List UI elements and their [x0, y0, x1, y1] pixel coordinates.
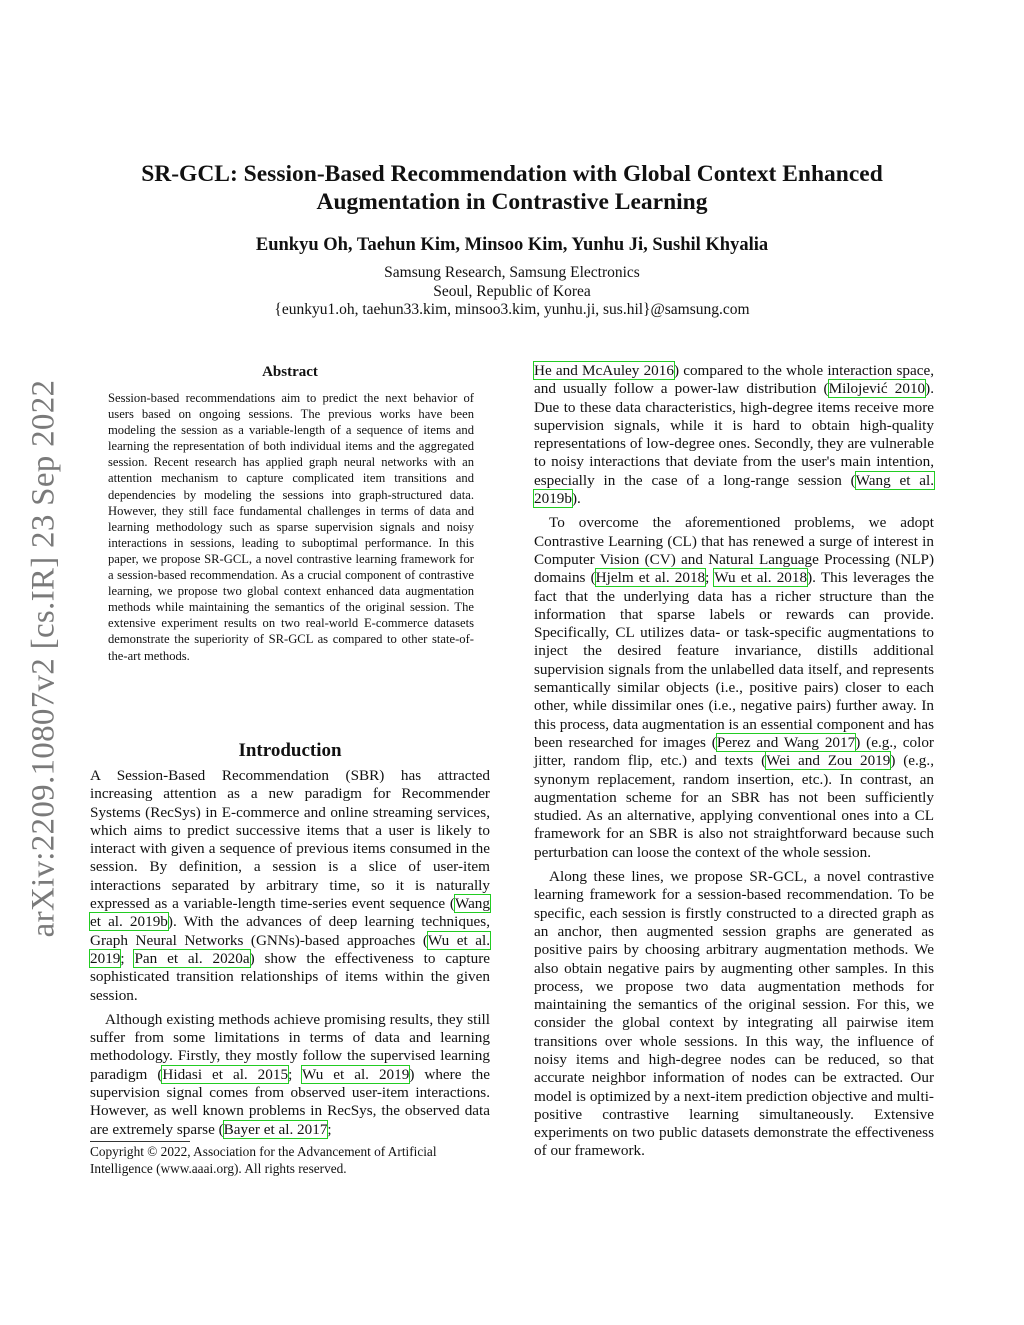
text-run: ). This leverages the fact that the underlying data has a richer structure than the information that sparse labels or rewards can provide. Specifically, CL utilizes data- or task-specific augmentations to inject the desired feature invariance, distills additional supervision signals from the unlabelled data itself, and represents semantically similar objects (i.e., positive pairs) closer to each other, while dissimilar ones (i.e., negative pairs) further away. In this process, data augmentation is an essential component and has been researched for images (: [534, 569, 934, 751]
footnote-rule: [90, 1141, 190, 1142]
paper-title: [80, 160, 944, 216]
affiliation: [80, 264, 944, 320]
text-run: ). Due to these data characteristics, high-degree items receive more supervision signals, while it is hard to obtain high-quality representations of low-degree ones. Secondly, they are vulnerable to noisy interactions that deviate from the user's main intention, especially in the case of a long-range session (: [534, 380, 934, 489]
text-run: Although existing methods achieve promising results, they still suffer from some limitations in terms of data and learning methodology. Firstly, they mostly follow the supervised learning paradigm (: [90, 1010, 490, 1083]
text-run: ;: [288, 1065, 302, 1083]
text-run: ).: [571, 490, 581, 508]
citation-link[interactable]: Wu et al. 2019: [301, 1065, 410, 1083]
citation-link[interactable]: Hidasi et al. 2015: [162, 1065, 289, 1083]
title-line-1: SR-GCL: Session-Based Recommendation with Global Context Enhanced: [141, 161, 883, 187]
introduction-heading: Introduction: [238, 740, 342, 761]
text-run: A Session-Based Recommendation (SBR) has attracted increasing attention as a new paradigm for Recommender Systems (RecSys) in E-commerce and online streaming services, which aims to predict successive items that a user is likely to interact with given a sequence of previous items consumed in the session. By definition, a session is a slice of user-item interactions separated by arbitrary time, so it is naturally expressed as a variable-length time-series event sequence (: [90, 767, 490, 913]
right-paragraph-3: Along these lines, we propose SR-GCL, a novel contrastive learning framework for a session-based recommendation. To be specific, each session is firstly constructed to a directed graph as an anchor, then augmented session graphs are generated as positive pairs by choosing arbitrary augmentation methods. We also obtain negative pairs by augmenting other samples. In this process, we propose two data augmentation methods for maintaining the semantics of the original session. For this, we consider the global context by integrating all pairwise item transitions over whole sessions. In this way, the influence of noisy items and high-degree nodes can be reduced, so that accurate neighbor information of nodes can be extracted. Our model is optimized by a next-item prediction objective and multi-positive contrastive learning simultaneously. Extensive experiments on two public datasets demonstrate the effectiveness of our framework.: [534, 868, 934, 1160]
right-column-body: [534, 362, 934, 1161]
citation-link[interactable]: Wang et al. 2019b: [90, 895, 490, 931]
citation-link[interactable]: Milojević 2010: [828, 380, 926, 398]
citation-link[interactable]: Wang et al. 2019b: [534, 471, 934, 508]
right-paragraph-2: [534, 514, 934, 862]
arxiv-id: arXiv:2209.10807v2 [cs.IR] 23 Sep 2022: [25, 379, 62, 937]
citation-link[interactable]: Pan et al. 2020a: [134, 949, 250, 967]
citation-link[interactable]: Perez and Wang 2017: [716, 733, 856, 751]
citation-link[interactable]: Bayer et al. 2017: [223, 1120, 328, 1138]
text-run: To overcome the aforementioned problems, we adopt Contrastive Learning (CL) that has renewed a surge of interest in Computer Vision (CV) and Natural Language Processing (NLP) domains (: [534, 514, 934, 587]
title-line-2: Augmentation in Contrastive Learning: [316, 189, 708, 215]
citation-link[interactable]: Wu et al. 2018: [714, 569, 808, 587]
text-run: ) where the supervision signal comes from observed user-item interactions. However, as well known problems in RecSys, the observed data are extremely sparse (: [90, 1065, 490, 1138]
abstract-text: Session-based recommendations aim to predict the next behavior of users based on ongoing sessions. The previous works have been modeling the session as a variable-length of a sequence of items and learning the representation of both individual items and the aggregated session. Recent research has applied graph neural networks with an attention mechanism to capture complicated item transitions and dependencies by modeling the sessions into graph-structured data. However, they still face fundamental challenges in terms of data and learning methodology such as sparse supervision signals and noisy interactions in sessions, leading to suboptimal performance. In this paper, we propose SR-GCL, a novel contrastive learning framework for a session-based recommendation. As a crucial component of contrastive learning, we propose two global context enhanced data augmentation methods while maintaining the semantics of the original session. The extensive experiment results on two real-world E-commerce datasets demonstrate the superiority of SR-GCL as compared to other state-of-the-art methods.: [108, 391, 474, 663]
text-run: ). With the advances of deep learning techniques, Graph Neural Networks (GNNs)-based approaches (: [90, 913, 491, 949]
text-run: ) (e.g., color jitter, random flip, etc.) and texts (: [534, 733, 934, 770]
citation-link[interactable]: Wei and Zou 2019: [766, 752, 891, 770]
affiliation-emails: {eunkyu1.oh, taehun33.kim, minsoo3.kim, yunhu.ji, sus.hil}@samsung.com: [274, 301, 750, 318]
citation-link[interactable]: Wu et al. 2019: [90, 931, 490, 967]
arxiv-stamp: [14, 368, 74, 948]
introduction-body: [90, 767, 490, 1139]
text-run: ) show the effectiveness to capture sophisticated transition relationships of items within the given session.: [90, 949, 490, 1004]
author-list: Eunkyu Oh, Taehun Kim, Minsoo Kim, Yunhu Ji, Sushil Khyalia: [255, 235, 769, 255]
intro-paragraph-2: [90, 1011, 490, 1139]
intro-paragraph-1: [90, 767, 490, 1005]
text-run: ;: [705, 569, 715, 587]
copyright-footnote: Copyright © 2022, Association for the Advancement of Artificial Intelligence (www.aaai.org). All rights reserved.: [90, 1144, 437, 1176]
citation-link[interactable]: Hjelm et al. 2018: [595, 569, 706, 587]
text-run: ;: [120, 949, 135, 967]
right-paragraph-1: [534, 362, 934, 508]
affiliation-org: Samsung Research, Samsung Electronics: [384, 264, 640, 281]
affiliation-location: Seoul, Republic of Korea: [433, 282, 591, 300]
text-run: ) compared to the whole interaction space, and usually follow a power-law distribution (: [534, 362, 934, 398]
citation-link[interactable]: He and McAuley 2016: [534, 362, 674, 379]
text-run: ;: [327, 1120, 332, 1138]
abstract-heading: Abstract: [262, 364, 318, 380]
text-run: ) (e.g., synonym replacement, random insertion, etc.). In contrast, an augmentation scheme for an SBR has not been sufficiently studied. As an alternative, applying conventional ones into a CL framework for an SBR is also not straightforward because such perturbation can loose the context of the whole session.: [534, 752, 934, 861]
